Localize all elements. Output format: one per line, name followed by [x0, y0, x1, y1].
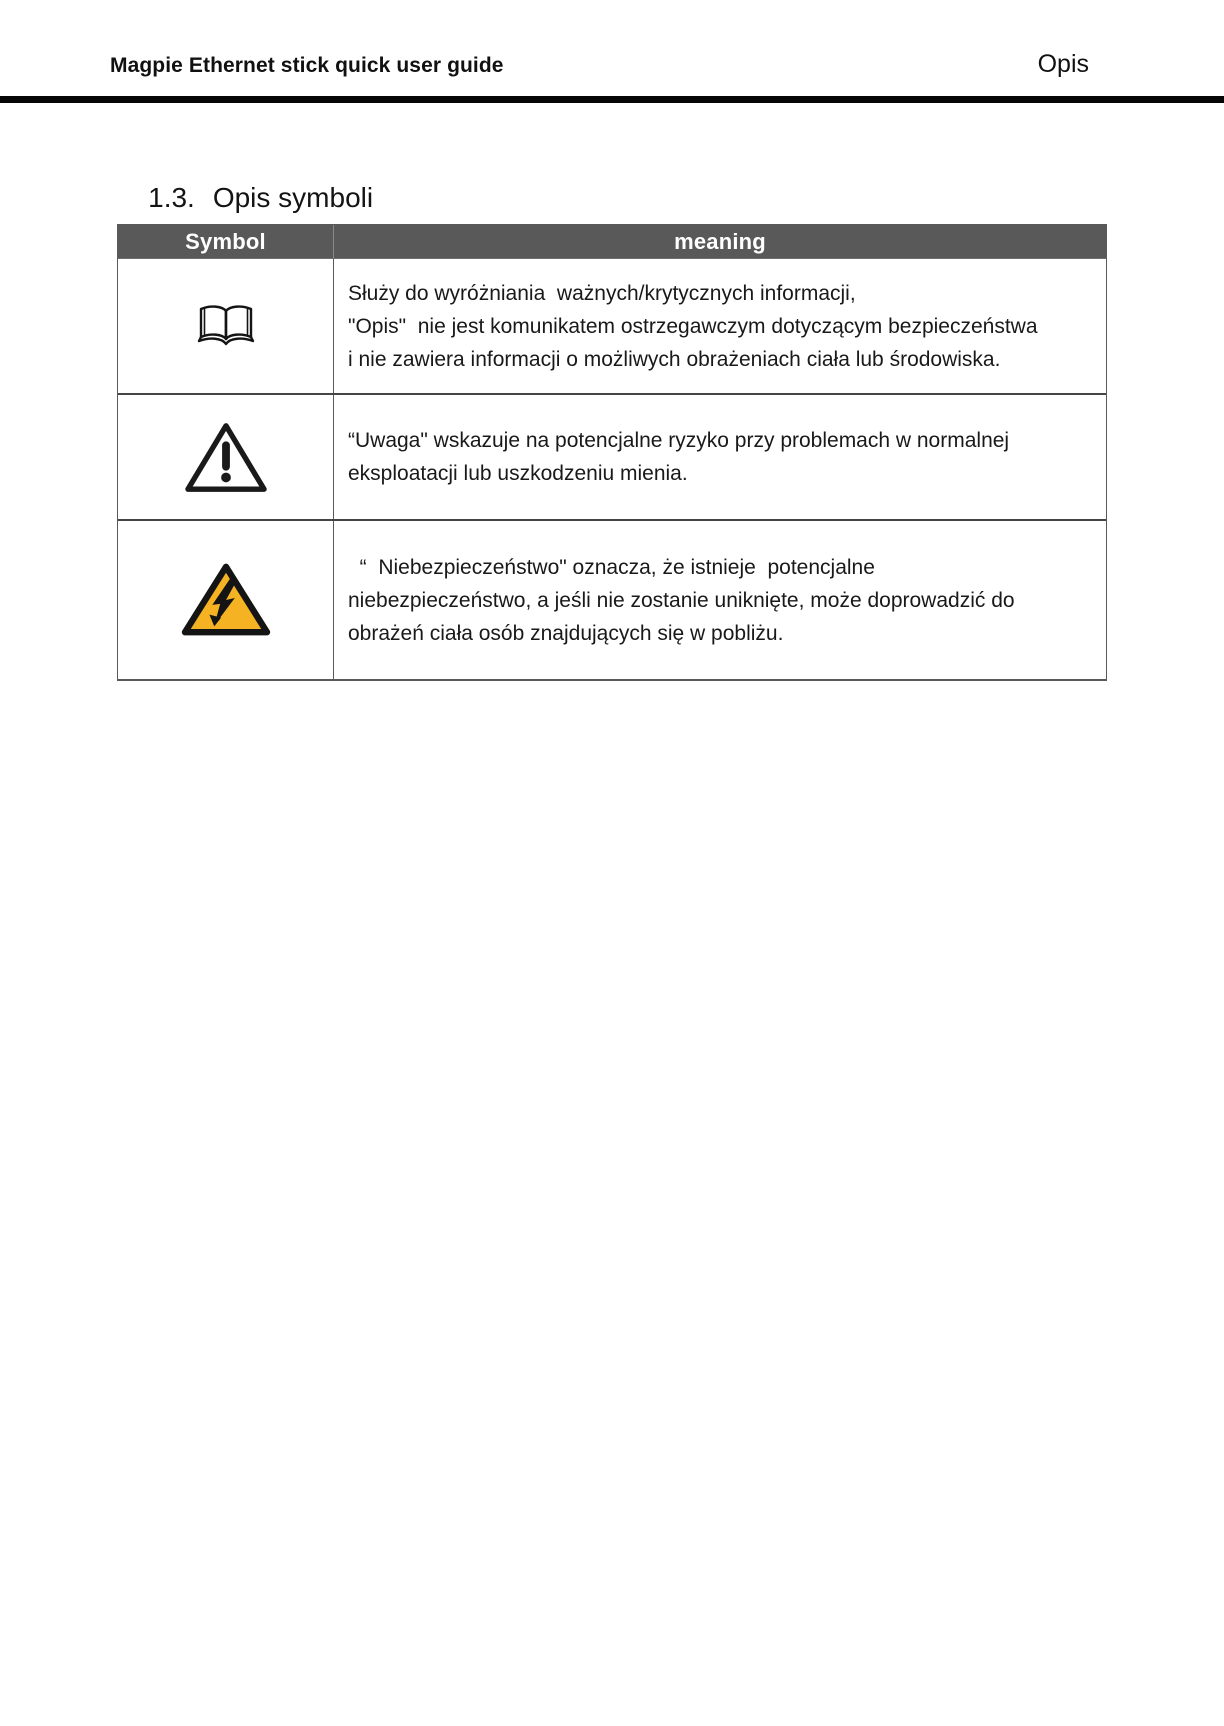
- section-title-text: Opis symboli: [212, 182, 374, 213]
- column-header-meaning: meaning: [333, 225, 1106, 258]
- meaning-text-line: i nie zawiera informacji o możliwych obrażeniach ciała lub środowiska.: [348, 347, 1001, 371]
- meaning-text-line: eksploatacji lub uszkodzeniu mienia.: [348, 462, 688, 485]
- meaning-cell: [333, 259, 1106, 393]
- warning-triangle-icon: [181, 418, 271, 496]
- meaning-cell: [333, 395, 1106, 519]
- table-row: [118, 258, 1106, 393]
- column-header-symbol: Symbol: [185, 228, 266, 254]
- chapter-label: Opis: [1037, 50, 1089, 78]
- table-row: [118, 393, 1106, 519]
- symbol-cell: [118, 395, 333, 519]
- table-header-row: [118, 225, 1106, 258]
- meaning-text-line: “Uwaga" wskazuje na potencjalne ryzyko przy problemach w normalnej: [348, 429, 1010, 452]
- meaning-text-line: "Opis" nie jest komunikatem ostrzegawczym dotyczącym bezpieczeństwa: [348, 314, 1038, 338]
- header-divider-rule: [0, 96, 1224, 103]
- symbol-cell: [118, 521, 333, 679]
- document-title: Magpie Ethernet stick quick user guide: [110, 54, 504, 77]
- page-header: [110, 50, 1089, 79]
- table-row: [118, 519, 1106, 679]
- meaning-cell: [333, 521, 1106, 679]
- meaning-text-line: “ Niebezpieczeństwo" oznacza, że istnieje potencjalne: [348, 555, 875, 579]
- section-number: 1.3.: [148, 182, 195, 213]
- electric-shock-hazard-icon: [177, 559, 275, 641]
- meaning-text-line: niebezpieczeństwo, a jeśli nie zostanie uniknięte, może doprowadzić do: [348, 588, 1015, 612]
- meaning-text-line: Służy do wyróżniania ważnych/krytycznych informacji,: [348, 281, 856, 305]
- meaning-text-line: obrażeń ciała osób znajdujących się w pobliżu.: [348, 621, 784, 645]
- open-book-icon: [194, 300, 258, 352]
- symbol-cell: [118, 259, 333, 393]
- symbols-table: [117, 224, 1107, 681]
